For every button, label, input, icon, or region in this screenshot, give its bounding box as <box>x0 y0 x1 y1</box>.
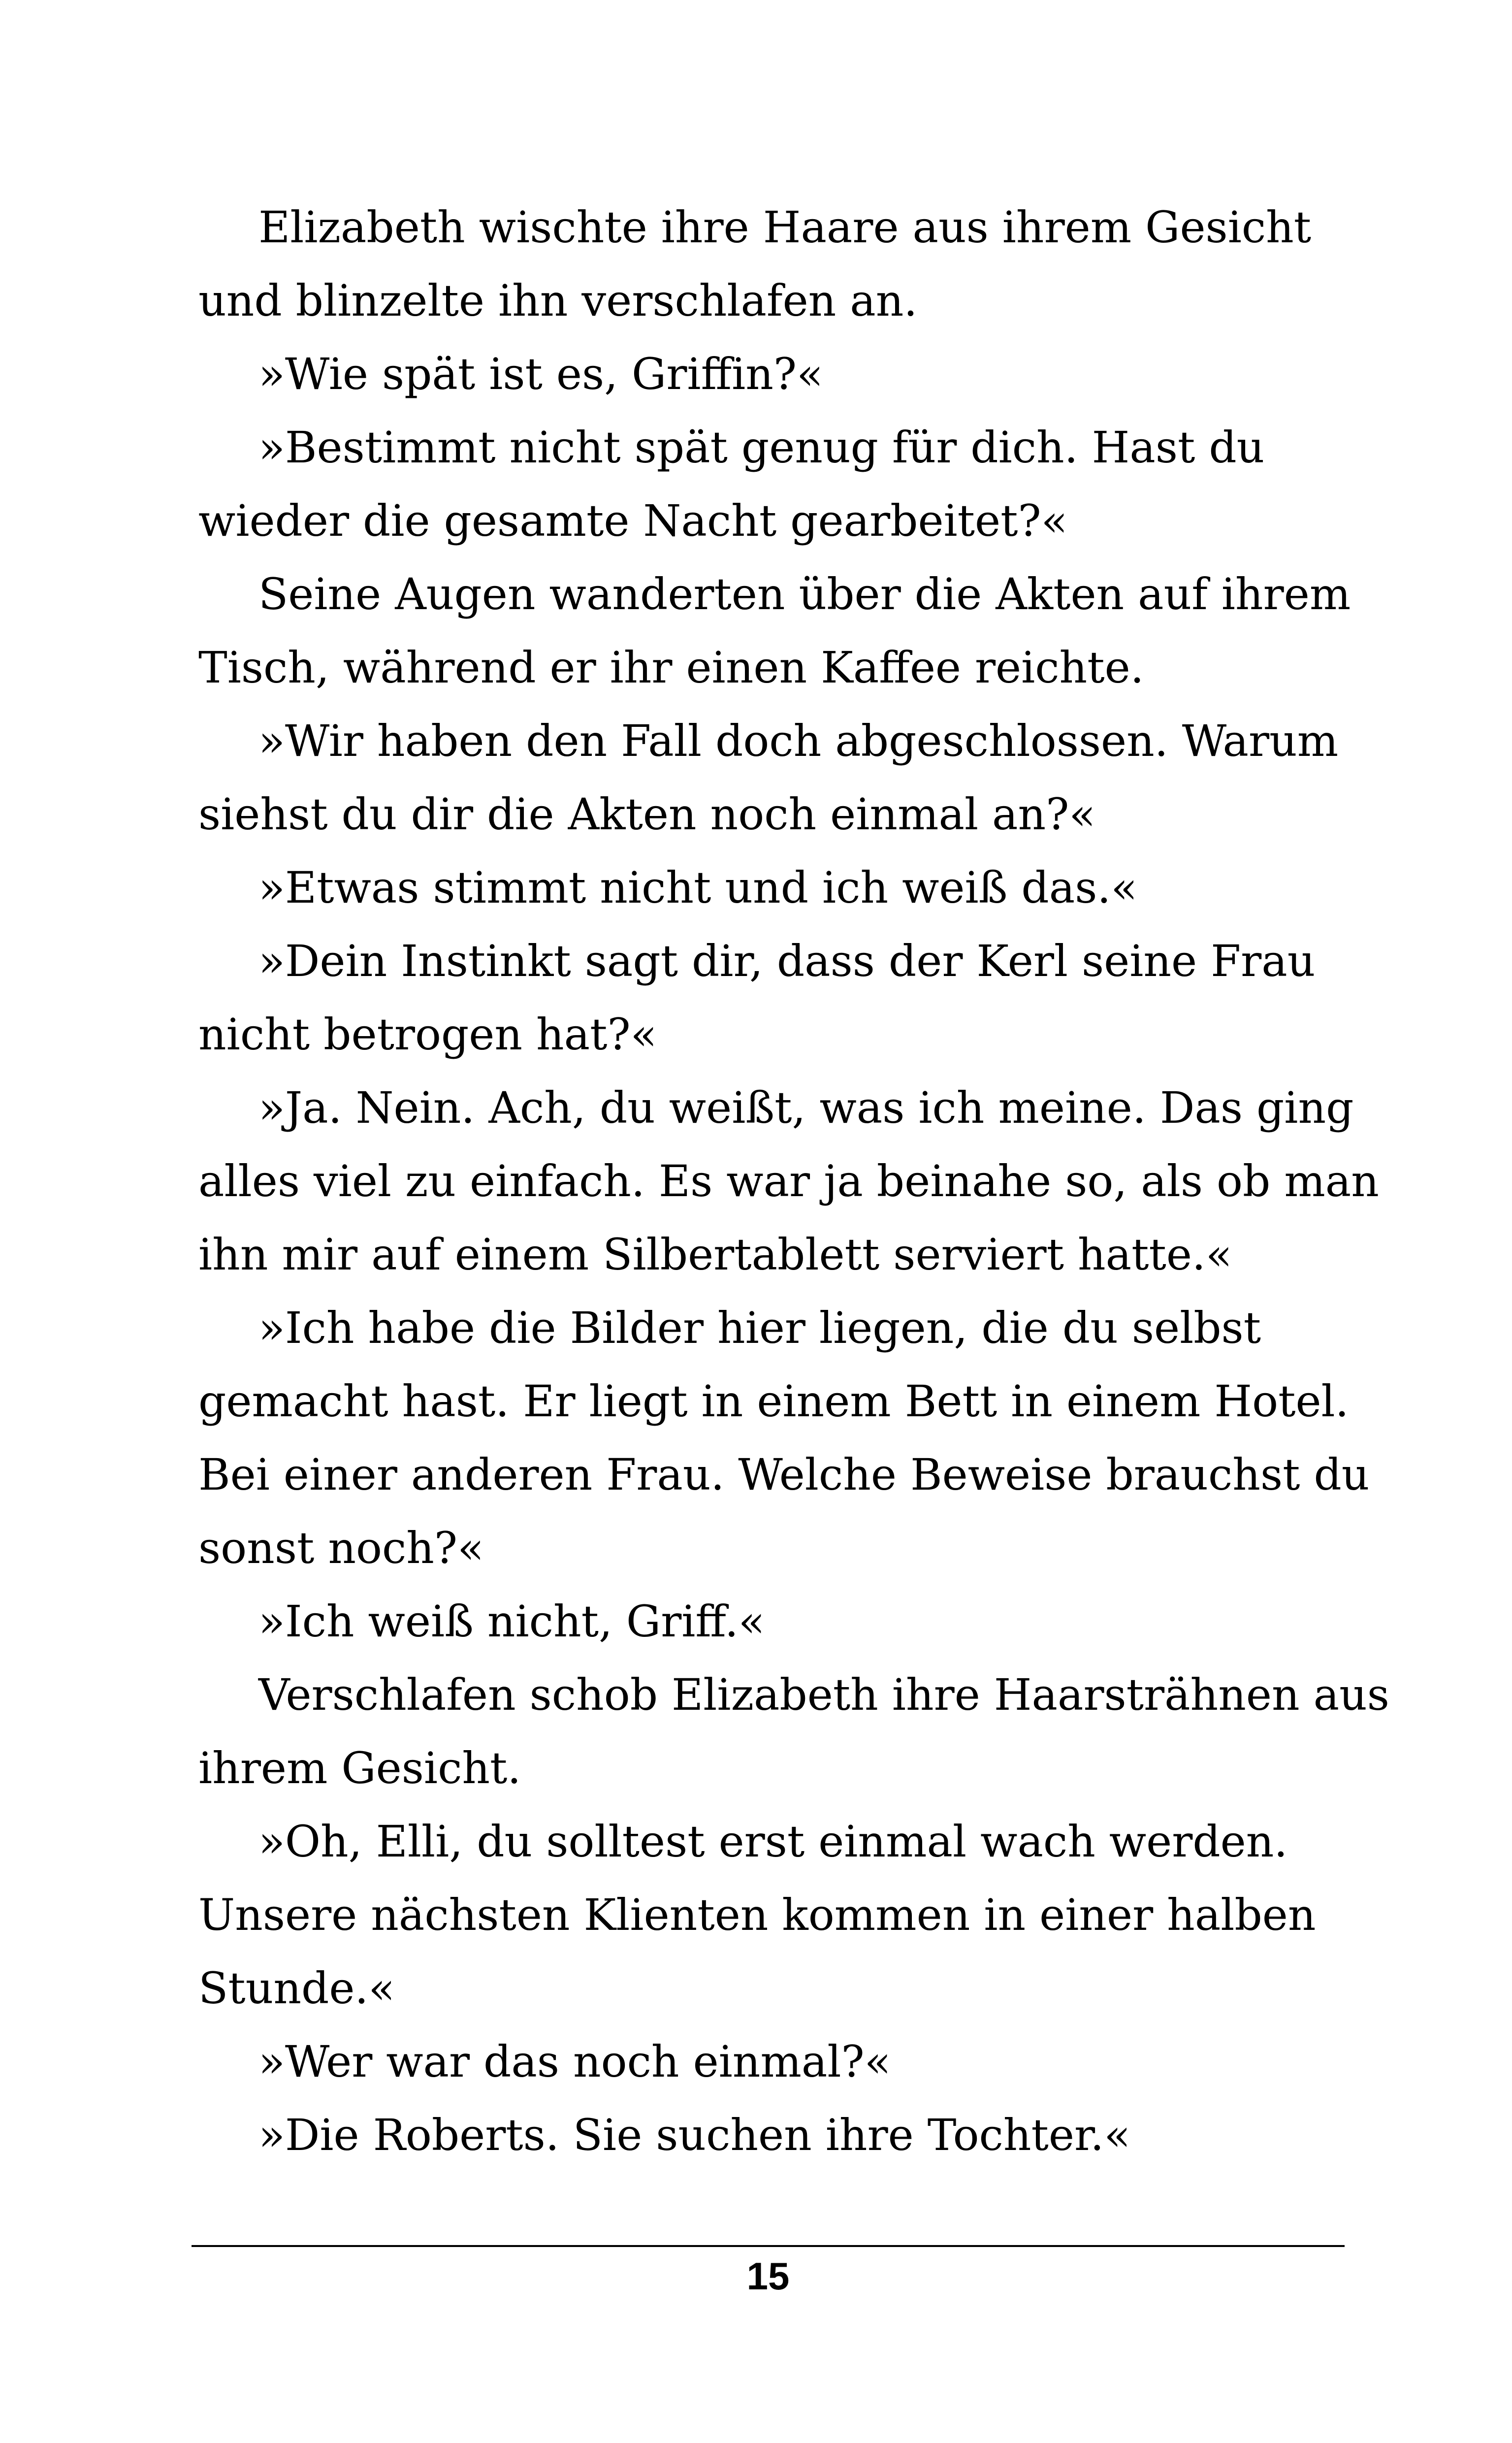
text-line: Stunde.« <box>198 1963 395 2014</box>
text-line: »Wir haben den Fall doch abgeschlossen. Warum <box>258 716 1339 766</box>
text-line: siehst du dir die Akten noch einmal an?« <box>198 789 1096 840</box>
text-line: gemacht hast. Er liegt in einem Bett in einem Hotel. <box>198 1376 1349 1427</box>
text-line: »Dein Instinkt sagt dir, dass der Kerl seine Frau <box>258 936 1316 986</box>
text-line: Tisch, während er ihr einen Kaffee reichte. <box>198 642 1144 693</box>
page-number: 15 <box>746 2254 790 2298</box>
text-line: ihrem Gesicht. <box>198 1743 521 1793</box>
text-line: alles viel zu einfach. Es war ja beinahe so, als ob man <box>198 1156 1379 1206</box>
text-line: nicht betrogen hat?« <box>198 1009 657 1060</box>
text-line: »Ich weiß nicht, Griff.« <box>258 1596 765 1647</box>
text-line: »Oh, Elli, du solltest erst einmal wach werden. <box>258 1816 1288 1867</box>
text-line: wieder die gesamte Nacht gearbeitet?« <box>198 495 1068 546</box>
text-line: Unsere nächsten Klienten kommen in einer halben <box>198 1889 1316 1940</box>
text-line: »Ich habe die Bilder hier liegen, die du selbst <box>258 1303 1261 1353</box>
text-line: Bei einer anderen Frau. Welche Beweise brauchst du <box>198 1449 1370 1500</box>
text-line: Verschlafen schob Elizabeth ihre Haarsträhnen aus <box>258 1669 1389 1720</box>
text-line: »Bestimmt nicht spät genug für dich. Hast du <box>258 422 1265 473</box>
text-line: Seine Augen wanderten über die Akten auf ihrem <box>258 569 1351 619</box>
page-text <box>198 191 1395 2172</box>
text-line: ihn mir auf einem Silbertablett serviert hatte.« <box>198 1229 1232 1280</box>
text-line: »Ja. Nein. Ach, du weißt, was ich meine. Das ging <box>258 1082 1354 1133</box>
text-line: »Die Roberts. Sie suchen ihre Tochter.« <box>258 2110 1131 2160</box>
text-line: »Wie spät ist es, Griffin?« <box>258 349 823 399</box>
text-line: »Etwas stimmt nicht und ich weiß das.« <box>258 862 1138 913</box>
text-line: »Wer war das noch einmal?« <box>258 2036 891 2087</box>
text-line: Elizabeth wischte ihre Haare aus ihrem Gesicht <box>258 202 1312 253</box>
text-line: und blinzelte ihn verschlafen an. <box>198 275 918 326</box>
footer-rule <box>192 2245 1345 2247</box>
text-line: sonst noch?« <box>198 1523 484 1573</box>
